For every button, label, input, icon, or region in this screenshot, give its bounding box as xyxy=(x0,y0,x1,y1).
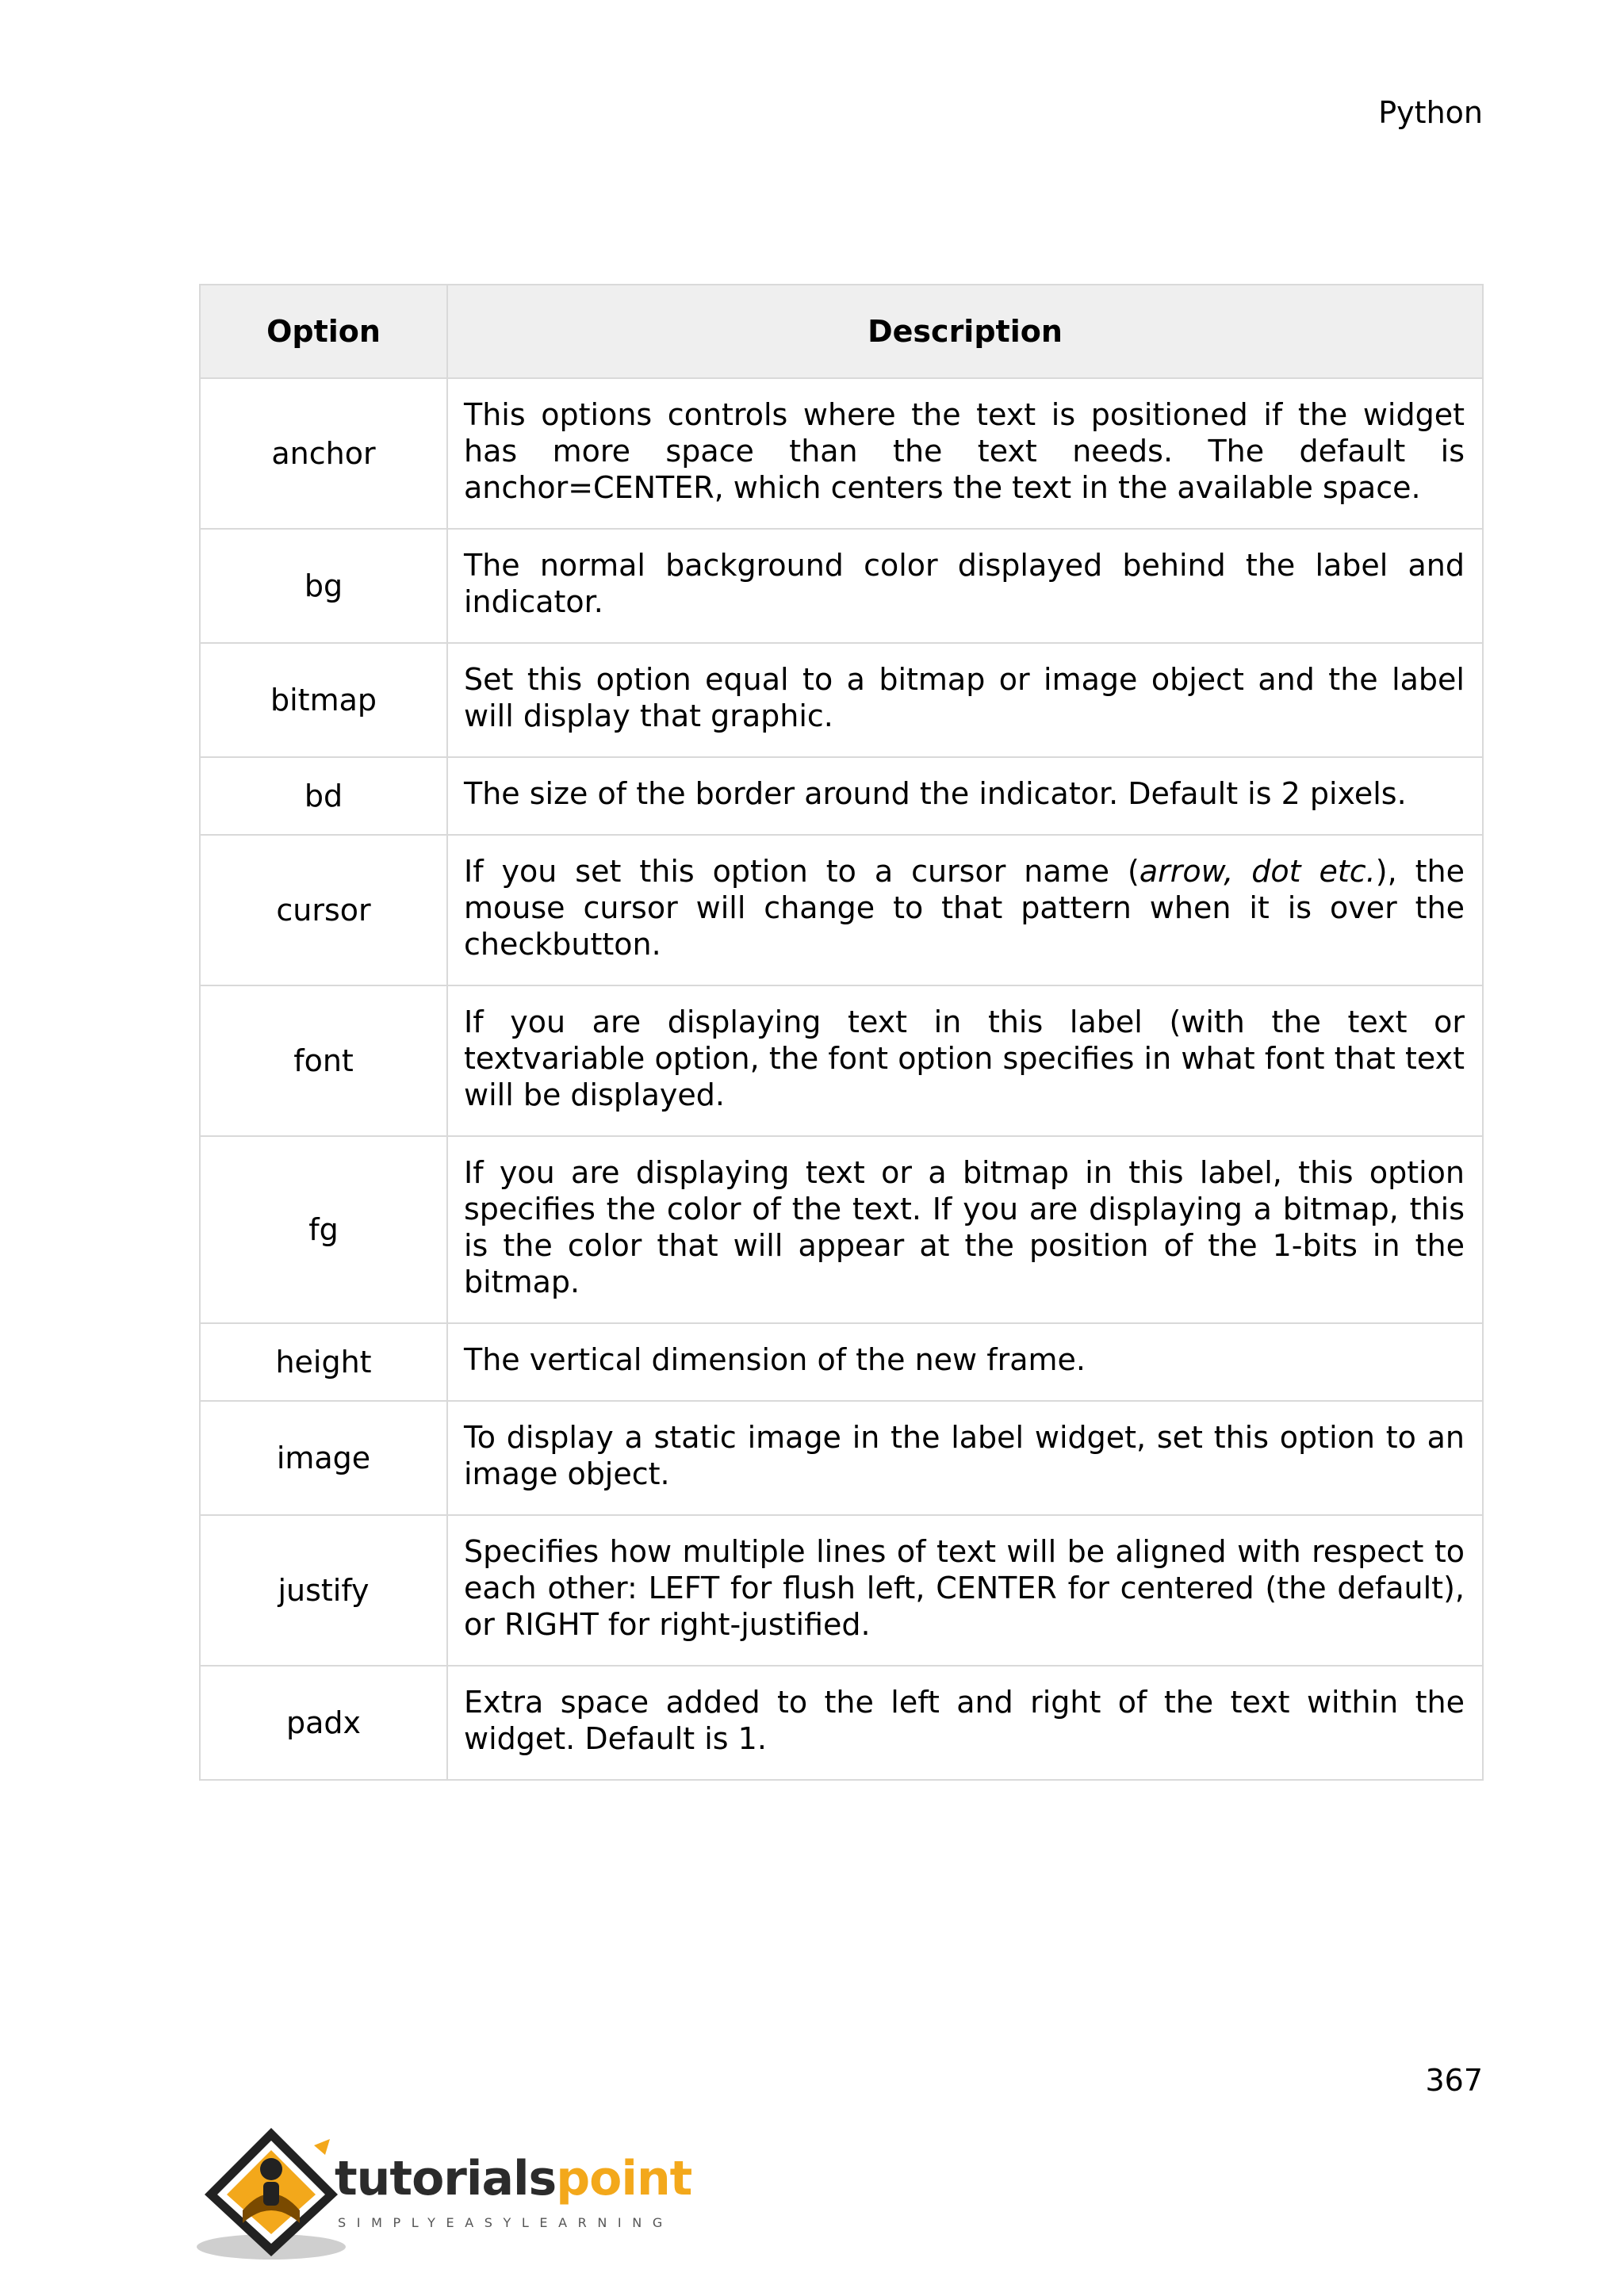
table-row xyxy=(200,529,1483,643)
description-cell: If you are displaying text or a bitmap in this label, this option specifies the color of the text. If you are displaying a bitmap, this is the color that will appear at the position of the 1-bits in the bitmap. xyxy=(447,1136,1483,1323)
table-row xyxy=(200,835,1483,985)
description-text: If you set this option to a cursor name ( xyxy=(464,854,1139,889)
table-row xyxy=(200,985,1483,1136)
option-cell: cursor xyxy=(200,835,447,985)
description-italic-text: arrow, dot etc. xyxy=(1139,854,1376,889)
logo-wordmark: tutorialspoint xyxy=(335,2151,692,2206)
table-header-row xyxy=(200,285,1483,378)
column-header-option: Option xyxy=(200,285,447,378)
table-row xyxy=(200,1515,1483,1666)
option-cell: image xyxy=(200,1401,447,1515)
option-cell: fg xyxy=(200,1136,447,1323)
description-cell: This options controls where the text is positioned if the widget has more space than the text needs. The default is anchor=CENTER, which centers the text in the available space. xyxy=(447,378,1483,529)
page-number: 367 xyxy=(1425,2063,1483,2098)
description-text: ), the mouse cursor will change to that pattern when it is over the checkbutton. xyxy=(464,854,1465,962)
tutorialspoint-logo-icon xyxy=(195,2122,354,2264)
running-header-title: Python xyxy=(1378,95,1483,130)
description-cell: Set this option equal to a bitmap or image object and the label will display that graphic. xyxy=(447,643,1483,757)
description-cell: The normal background color displayed behind the label and indicator. xyxy=(447,529,1483,643)
table-row xyxy=(200,378,1483,529)
description-cell: Extra space added to the left and right of the text within the widget. Default is 1. xyxy=(447,1666,1483,1780)
table-row xyxy=(200,1136,1483,1323)
option-cell: justify xyxy=(200,1515,447,1666)
column-header-description: Description xyxy=(447,285,1483,378)
description-cell: The vertical dimension of the new frame. xyxy=(447,1323,1483,1401)
options-table xyxy=(199,284,1484,1781)
description-cell: Specifies how multiple lines of text will be aligned with respect to each other: LEFT for flush left, CENTER for centered (the default), or RIGHT for right-justified. xyxy=(447,1515,1483,1666)
option-cell: font xyxy=(200,985,447,1136)
table-row xyxy=(200,643,1483,757)
option-cell: bd xyxy=(200,757,447,835)
tutorialspoint-logo xyxy=(195,2122,692,2264)
table-row xyxy=(200,1666,1483,1780)
option-cell: bg xyxy=(200,529,447,643)
option-cell: bitmap xyxy=(200,643,447,757)
description-cell: The size of the border around the indicator. Default is 2 pixels. xyxy=(447,757,1483,835)
description-cell: If you are displaying text in this label (with the text or textvariable option, the font option specifies in what font that text will be displayed. xyxy=(447,985,1483,1136)
table-row xyxy=(200,757,1483,835)
logo-tagline: SIMPLYEASYLEARNING xyxy=(338,2215,673,2230)
table-row xyxy=(200,1401,1483,1515)
description-cell xyxy=(447,835,1483,985)
option-cell: height xyxy=(200,1323,447,1401)
description-cell: To display a static image in the label widget, set this option to an image object. xyxy=(447,1401,1483,1515)
option-cell: anchor xyxy=(200,378,447,529)
table-row xyxy=(200,1323,1483,1401)
option-cell: padx xyxy=(200,1666,447,1780)
